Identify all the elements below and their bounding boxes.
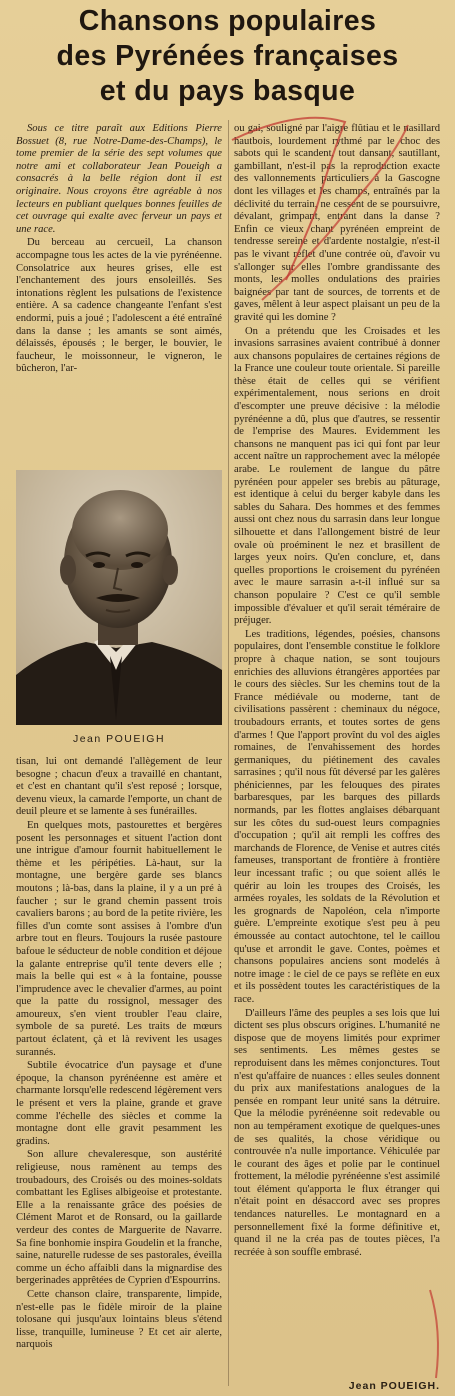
paragraph: [16, 237, 222, 376]
paragraph: On a prétendu que les Croisades et les invasions sarrasines avaient contribué à donner aux chansons populaires de certaines régions de la France une couleur toute orientale. Si pareille thèse était de celles qui se vérifient expérimentalement, nous serions en droit d'escompter une preuve décisive : la mélodie pyrénéenne a dû, plus que d'autres, se ressentir de l'emprise des Maures. Evidemment les chansons ne manquent pas ici qui font par leur accent naître un rapprochement avec la mélopée arabe. Le roulement de langue du pâtre pyrénéen pour appeler ses brebis au pâturage, est identique à celui du berger kabyle dans les sables du Sahara. Des hommes et des femmes aussi ont chez nous du sarrasin dans leur longue silhouette et dans l'allongement bistré de leur ovale où proéminent le nez et brasillent de larges yeux noirs. Qu'en conclure, et, dans quelles proportions le croisement du pyrénéen avec le maure sarrasin a-t-il influé sur sa chanson populaire ? C'est ce qu'il semble impossible d'évaluer et qu'il serait téméraire de préjuger.: [234, 325, 440, 627]
right-column: [234, 123, 440, 1385]
paragraph: tisan, lui ont demandé l'allègement de leur besogne ; chacun d'eux a travaillé en chantant, et c'est en chantant qu'il s'est reposé ; lorsque, devenu vieux, la camarde l'emporte, un chant de deuil pleure et se lamente à ses funérailles.: [16, 756, 222, 818]
paragraph: En quelques mots, pastourettes et bergères posent les personnages et situent l'action dont une intrigue d'amour fournit habituellement le thème et les péripéties. Là-haut, sur la montagne, une bergère garde ses blancs moutons ; là-bas, dans la plaine, il y a un pré à faucher ; sur le grand chemin passent trois cavaliers barons ; au bord de la petite rivière, les filles d'un comte sont assises à l'ombre d'un arbre tout en fleurs. Toujours la rusée pastoure bafoue le séducteur de noble condition et déjoue la galante entreprise qu'il tente devers elle ; mais la belle qui est « à la fontaine, pousse l'imprudence avec le chevalier d'armes, au point que la patte du rossignol, messager des amoureux, s'en vient troubler l'eau claire, symbole de sa pureté. Les traits de mœurs partout éclatent, çà et là revivent les usages surannés.: [16, 819, 222, 1058]
column-rule: [228, 120, 229, 1386]
paragraph: Les traditions, légendes, poésies, chansons populaires, dont l'ensemble constitue le folklore propre à chaque nation, se sont toujours enrichies des alluvions étrangères apportées par le cours des siècles. Sur les chemins tout de la France médiévale ou moderne, tant de civilisations passèrent : cheminaux du négoce, troubadours errants, et toutes sortes de gens d'armes ! Que l'apport provînt du vol des aigles romaines, de l'envahissement des hordes germaniques, du piétinement des cavales sarrasines ; qu'il nous fût déversé par les galères phéniciennes, par les felouques des pirates barbaresques, par les barques des pillards normands, par les flottes anglaises débarquant sur les côtes du sud-ouest leurs compagnies d'occupation ; qu'il ait rempli les coffres des marchands de Florence, de Venise et autres cités fameuses, transportant de frontière à frontière leur incessant trafic ; ou que soient allés le quérir au loin les troupes des Croisés, les armées royales, les soldats de la Révolution et les grognards de Napoléon, cela n'importe guère. L'empreinte exotique s'est peu à peu émoussée au contact autochtone, tel le caillou qu'use et arrondit le gave. Contes, poèmes et chansons populaires anciens sont modelés à notre image : le ciel de ce pays se reflète en eux et ils possèdent toutes les caractéristiques de la race.: [234, 628, 440, 1005]
author-portrait-photo: [16, 470, 222, 725]
title-line: des Pyrénées françaises: [56, 40, 399, 72]
paragraph: Cette chanson claire, transparente, limpide, n'est-elle pas le fidèle miroir de la plaine tolosane qui jusqu'aux lointains bleus s'étend lisse, tranquille, lumineuse ? Et cet air alerte, narquois: [16, 1288, 222, 1351]
title-line: et du pays basque: [99, 75, 356, 107]
paragraph: Son allure chevaleresque, son austérité religieuse, nous ramènent au temps des troubadours, des Croisés ou des moines-soldats combattant les Eglises albigeoise et protestante. Elle a la renaissante grâce des poésies de Clément Marot et de Ronsard, ou la gaillarde verdeur des contes de Marguerite de Navarre. Sa fine bonhomie inspira Goudelin et la franche, saine, naturelle rudesse de ses pastorales, éveilla comme un écho affaibli dans la mignardise des bergerinades apprêtées de Cyprien d'Espourrins.: [16, 1149, 222, 1287]
photo-caption: Jean POUEIGH: [72, 733, 166, 745]
portrait-image: [16, 470, 222, 725]
paragraph: Subtile évocatrice d'un paysage et d'une époque, la chanson pyrénéenne est amère et charmante lorsqu'elle redescend légèrement vers le présent et vers la plaine, grande et grave comme l'échelle des siècles et comme la montagne dont elle gravit pesamment les gradins.: [16, 1060, 222, 1147]
author-signature: Jean POUEIGH.: [348, 1380, 440, 1392]
left-column-top: [16, 123, 222, 463]
paragraph: ou gai, souligné par l'aigre flûtiau et le nasillard hautbois, lourdement rythmé par le choc des sabots qui le scandent, tout dansant, sautillant, gambillant, n'est-il pas la reproduction exacte des vallonnements particuliers à la Gascogne dont les villages et les champs, entraînés par la déclivité du terrain, ne cessent de se poursuivre, dévalant, grimpant, entrant dans la danse ? Enfin ce vieux chant pyrénéen empreint de tendresse sereine et d'ardente nostalgie, n'est-il pas le vivant reflet d'une contrée où, d'avoir vu s'allonger sur elles l'ombre grandissante des monts, les molles ondulations des prairies baignées par tant de sources, de torrents et de gaves, mêlent à leur aspect plaisant un peu de la gravité qui les domine ?: [234, 123, 440, 323]
lead-phrase: Du berceau au cercueil,: [27, 237, 154, 249]
paragraph: D'ailleurs l'âme des peuples a ses lois que lui dictent ses plus obscurs origines. L'humanité ne dispose que de moyens limités pour exprimer ses sentiments. Les mêmes gestes se reproduisent dans les mêmes conjonctures. Tout n'est qu'affaire de nuances : elles seules donnent du prix aux manifestations analogues de la pensée en rompant leur unité sans la détruire. Que la mélodie pyrénéenne soit redevable ou non au tempérament exotique de quelques-unes de ses qualités, la chose véridique ou controuvée n'a nulle importance. Véhiculée par le courant des âges et polie par le continuel frottement, la mélodie pyrénéenne s'est assimilé tout élément qu'apporta le flux étranger qui n'était point en désaccord avec ses propres tendances naturelles. Le montagnard en a personnellement fixé la forme définitive et, quand il ne la créa pas de toutes pièces, l'a recréée à son souffle embrasé.: [234, 1007, 440, 1258]
paragraph-text: La chanson accompagne tous les actes de la vie pyrénéenne. Consolatrice aux heures grises, elle est l'enchantement des jours ensoleillés. Ses intonations règlent les pulsations de l'existence entière. A sa cadence changeante l'enfant s'est endormi, puis a joué ; l'adolescent a été entraîné dans la danse ; les amants se sont aimés, délaissés, épousés ; le berger, le bouvier, le faucheur, le moissonneur, le vigneron, le bûcheron, l'ar-: [16, 237, 222, 375]
article-title: [0, 4, 455, 109]
left-column-bottom: [16, 756, 222, 1386]
title-line: Chansons populaires: [78, 5, 377, 37]
editor-intro: Sous ce titre paraît aux Editions Pierre Bossuet (8, rue Notre-Dame-des-Champs), le tome premier de la série des sept volumes que notre ami et collaborateur Jean Poueigh a consacrés à la belle région dont il est originaire. Nous croyons être agréable à nos lecteurs en publiant quelques bonnes feuilles de cet ouvrage qui exalte avec ferveur un pays et une race.: [16, 123, 222, 235]
